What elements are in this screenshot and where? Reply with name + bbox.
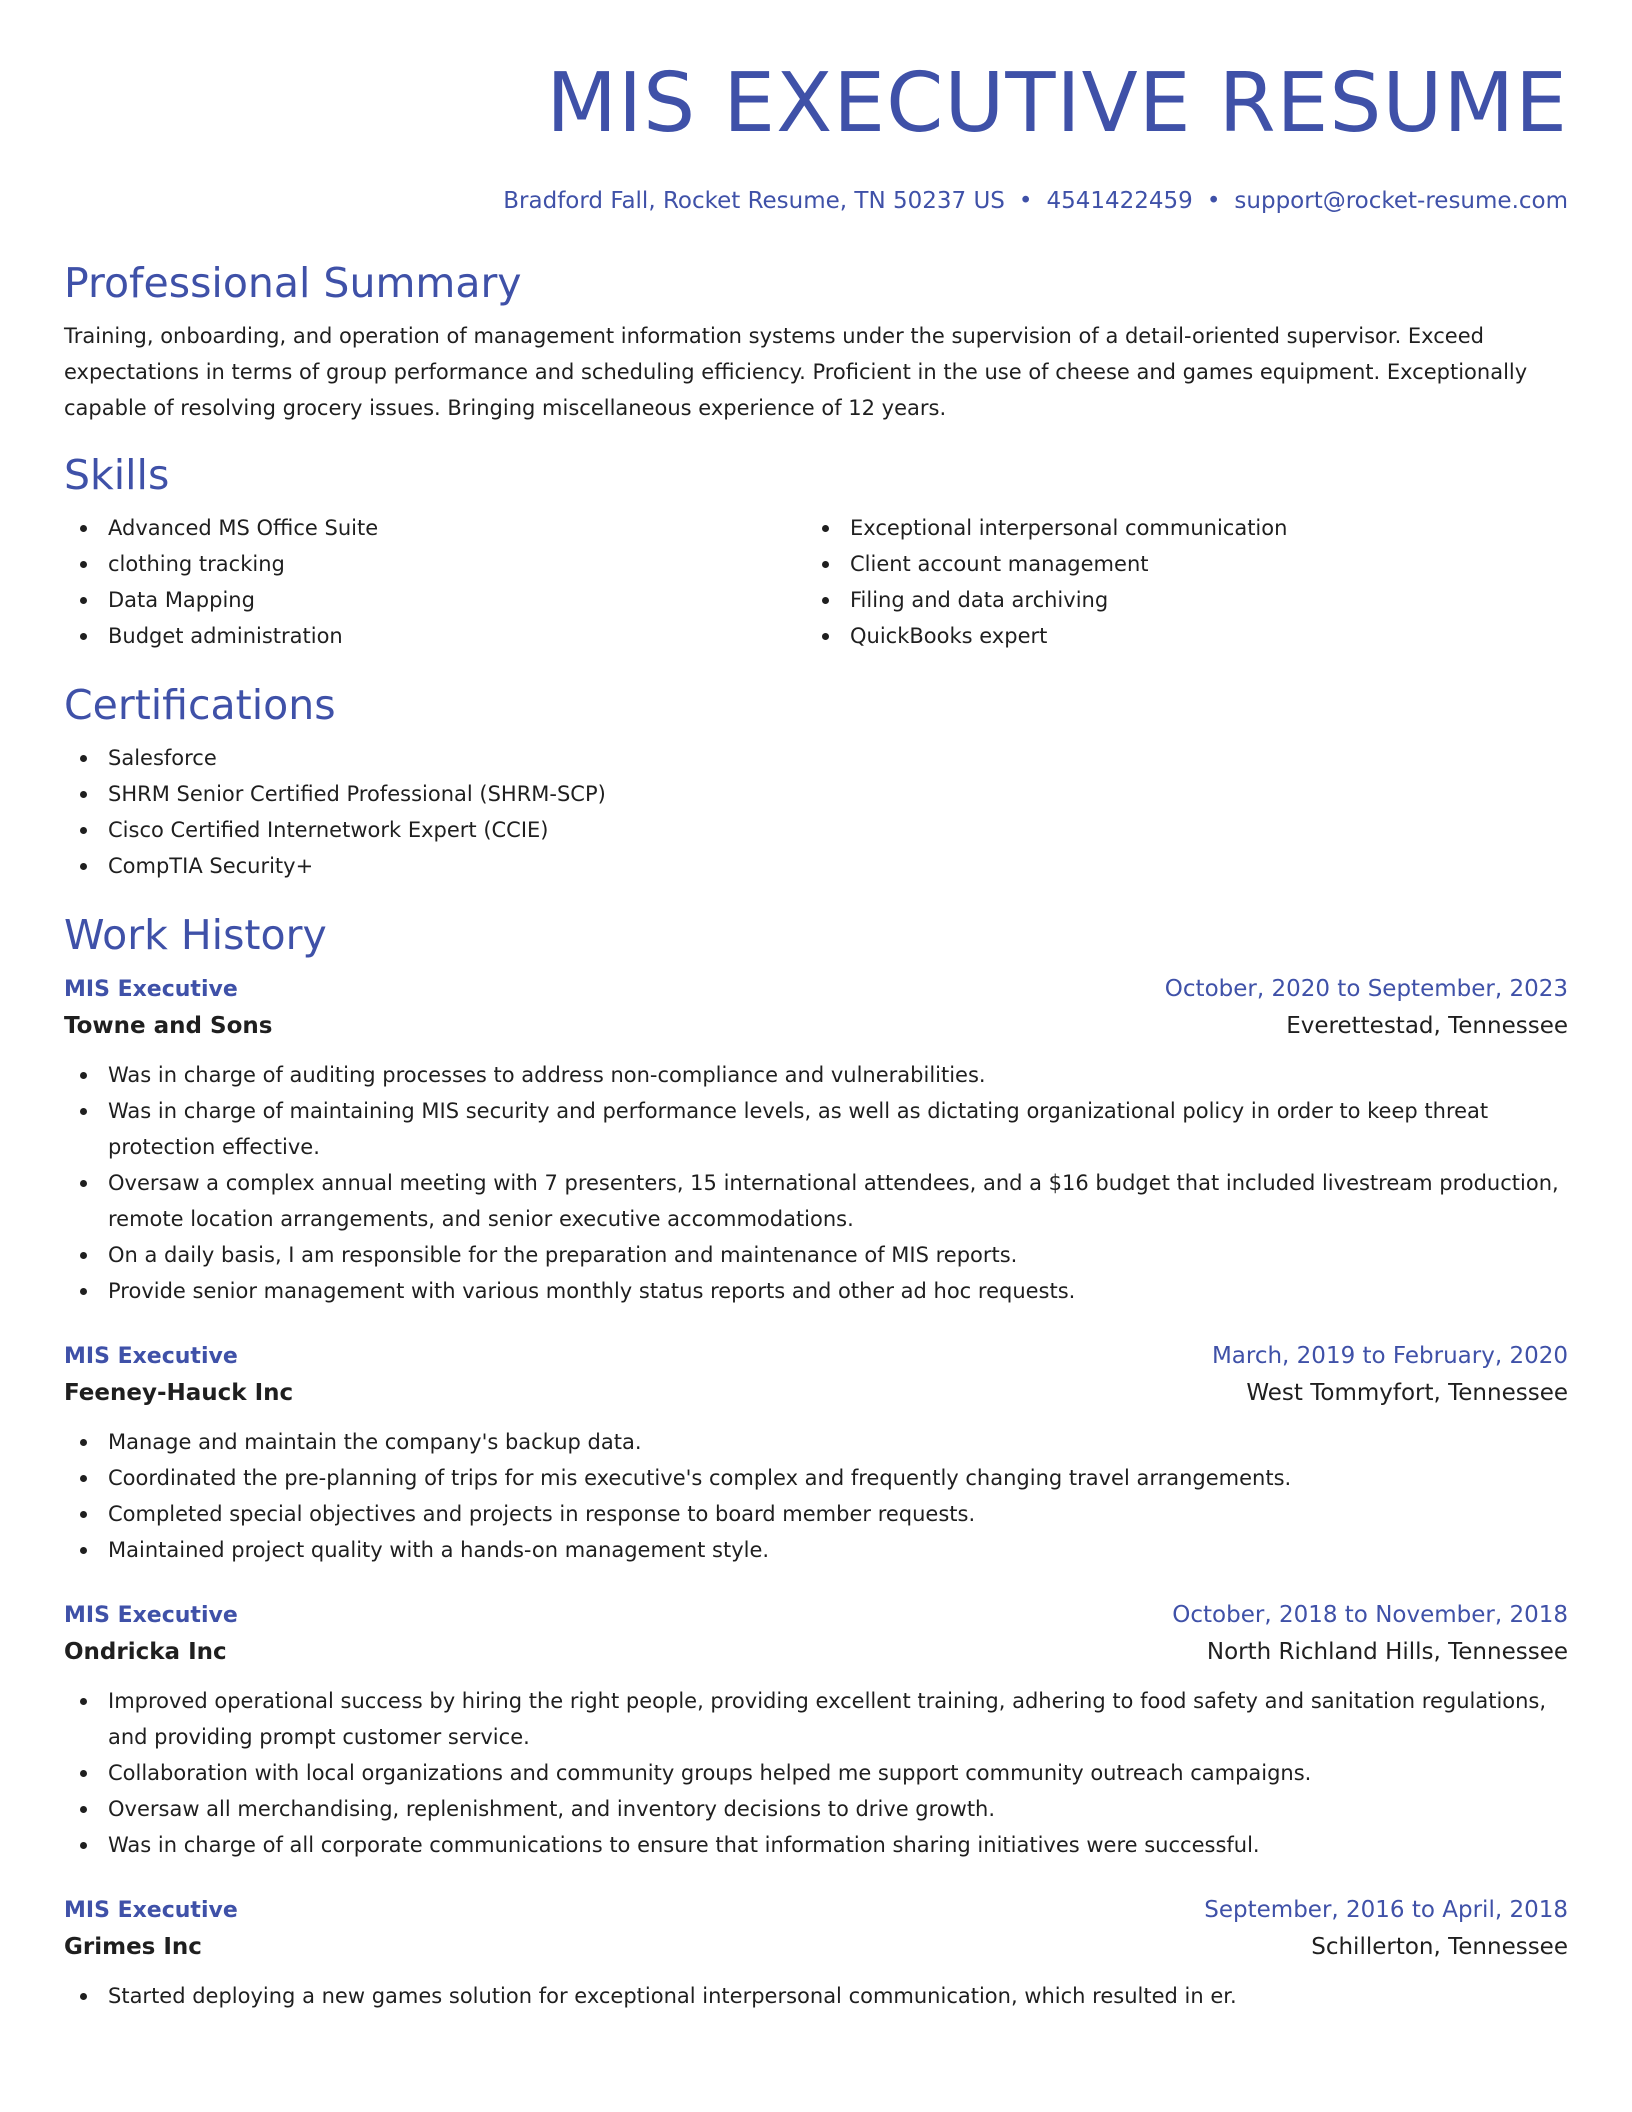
skill-item: Exceptional interpersonal communication bbox=[806, 510, 1548, 546]
job-bullet: Oversaw all merchandising, replenishment, and inventory decisions to drive growth. bbox=[64, 1791, 1568, 1827]
job-bullet: Improved operational success by hiring the right people, providing excellent training, adhering to food safety and sanitation regulations, and providing prompt customer service. bbox=[64, 1683, 1568, 1755]
skills-column-right bbox=[806, 510, 1548, 654]
job-company: Feeney-Hauck Inc bbox=[64, 1380, 294, 1406]
job-dates: March, 2019 to February, 2020 bbox=[1211, 1343, 1568, 1369]
job-entry bbox=[64, 1598, 1568, 1863]
job-bullet: On a daily basis, I am responsible for the preparation and maintenance of MIS reports. bbox=[64, 1237, 1568, 1273]
certification-item: Salesforce bbox=[64, 740, 1568, 776]
job-bullet: Collaboration with local organizations and community groups helped me support community outreach campaigns. bbox=[64, 1755, 1568, 1791]
contact-address: Bradford Fall, Rocket Resume, TN 50237 US bbox=[503, 188, 1005, 214]
contact-phone: 4541422459 bbox=[1046, 188, 1193, 214]
job-location: Everettestad, Tennessee bbox=[1286, 1013, 1568, 1039]
job-bullet: Completed special objectives and projects in response to board member requests. bbox=[64, 1496, 1568, 1532]
contact-separator: • bbox=[1018, 188, 1033, 214]
skill-item: Budget administration bbox=[64, 618, 806, 654]
job-company: Grimes Inc bbox=[64, 1934, 202, 1960]
skill-item: clothing tracking bbox=[64, 546, 806, 582]
certification-item: CompTIA Security+ bbox=[64, 848, 1568, 884]
job-dates: October, 2018 to November, 2018 bbox=[1172, 1602, 1568, 1628]
job-title: MIS Executive bbox=[64, 1898, 238, 1923]
job-bullet: Started deploying a new games solution for exceptional interpersonal communication, which resulted in er. bbox=[64, 1978, 1568, 2014]
job-company: Ondricka Inc bbox=[64, 1639, 227, 1665]
skills-grid bbox=[64, 510, 1568, 654]
skill-item: QuickBooks expert bbox=[806, 618, 1548, 654]
job-bullet: Manage and maintain the company's backup data. bbox=[64, 1424, 1568, 1460]
work-history-section bbox=[64, 910, 1568, 2014]
resume-page bbox=[64, 0, 1568, 2014]
skill-item: Advanced MS Office Suite bbox=[64, 510, 806, 546]
job-bullet: Coordinated the pre-planning of trips for mis executive's complex and frequently changing travel arrangements. bbox=[64, 1460, 1568, 1496]
summary-heading: Professional Summary bbox=[64, 259, 522, 307]
job-bullet: Was in charge of auditing processes to address non-compliance and vulnerabilities. bbox=[64, 1057, 1568, 1093]
skill-item: Data Mapping bbox=[64, 582, 806, 618]
job-entry bbox=[64, 1339, 1568, 1568]
skills-column-left bbox=[64, 510, 806, 654]
resume-title: MIS EXECUTIVE RESUME bbox=[546, 56, 1568, 151]
summary-section bbox=[64, 258, 1568, 426]
skill-item: Client account management bbox=[806, 546, 1548, 582]
work-history-heading: Work History bbox=[64, 911, 327, 959]
skills-heading: Skills bbox=[64, 451, 170, 499]
certification-item: Cisco Certified Internetwork Expert (CCIE) bbox=[64, 812, 1568, 848]
skill-item: Filing and data archiving bbox=[806, 582, 1548, 618]
job-location: Schillerton, Tennessee bbox=[1311, 1934, 1568, 1960]
certification-item: SHRM Senior Certified Professional (SHRM-SCP) bbox=[64, 776, 1568, 812]
contact-line bbox=[64, 186, 1568, 216]
job-dates: September, 2016 to April, 2018 bbox=[1204, 1897, 1568, 1923]
job-dates: October, 2020 to September, 2023 bbox=[1164, 976, 1568, 1002]
job-company: Towne and Sons bbox=[64, 1013, 273, 1039]
job-location: West Tommyfort, Tennessee bbox=[1246, 1380, 1568, 1406]
job-entry bbox=[64, 1893, 1568, 2014]
certifications-heading: Certifications bbox=[64, 681, 336, 729]
certifications-section bbox=[64, 680, 1568, 884]
job-entry bbox=[64, 972, 1568, 1309]
job-bullet: Was in charge of maintaining MIS security and performance levels, as well as dictating organizational policy in order to keep threat protection effective. bbox=[64, 1093, 1568, 1165]
job-bullet: Was in charge of all corporate communications to ensure that information sharing initiatives were successful. bbox=[64, 1827, 1568, 1863]
job-bullet: Maintained project quality with a hands-on management style. bbox=[64, 1532, 1568, 1568]
contact-email: support@rocket-resume.com bbox=[1234, 188, 1568, 214]
job-bullet: Oversaw a complex annual meeting with 7 presenters, 15 international attendees, and a $16 budget that included livestream production, remote location arrangements, and senior executive accommodations. bbox=[64, 1165, 1568, 1237]
job-bullet: Provide senior management with various monthly status reports and other ad hoc requests. bbox=[64, 1273, 1568, 1309]
job-title: MIS Executive bbox=[64, 1344, 238, 1369]
job-title: MIS Executive bbox=[64, 977, 238, 1002]
summary-text: Training, onboarding, and operation of management information systems under the supervision of a detail-oriented supervisor. Exceed expectations in terms of group performance and scheduling efficiency. Proficient in the use of cheese and games equipment. Exceptionally capable of resolving grocery issues. Bringing miscellaneous experience of 12 years. bbox=[64, 324, 1528, 420]
contact-separator: • bbox=[1206, 188, 1221, 214]
skills-section bbox=[64, 450, 1568, 654]
job-location: North Richland Hills, Tennessee bbox=[1206, 1639, 1568, 1665]
job-title: MIS Executive bbox=[64, 1603, 238, 1628]
